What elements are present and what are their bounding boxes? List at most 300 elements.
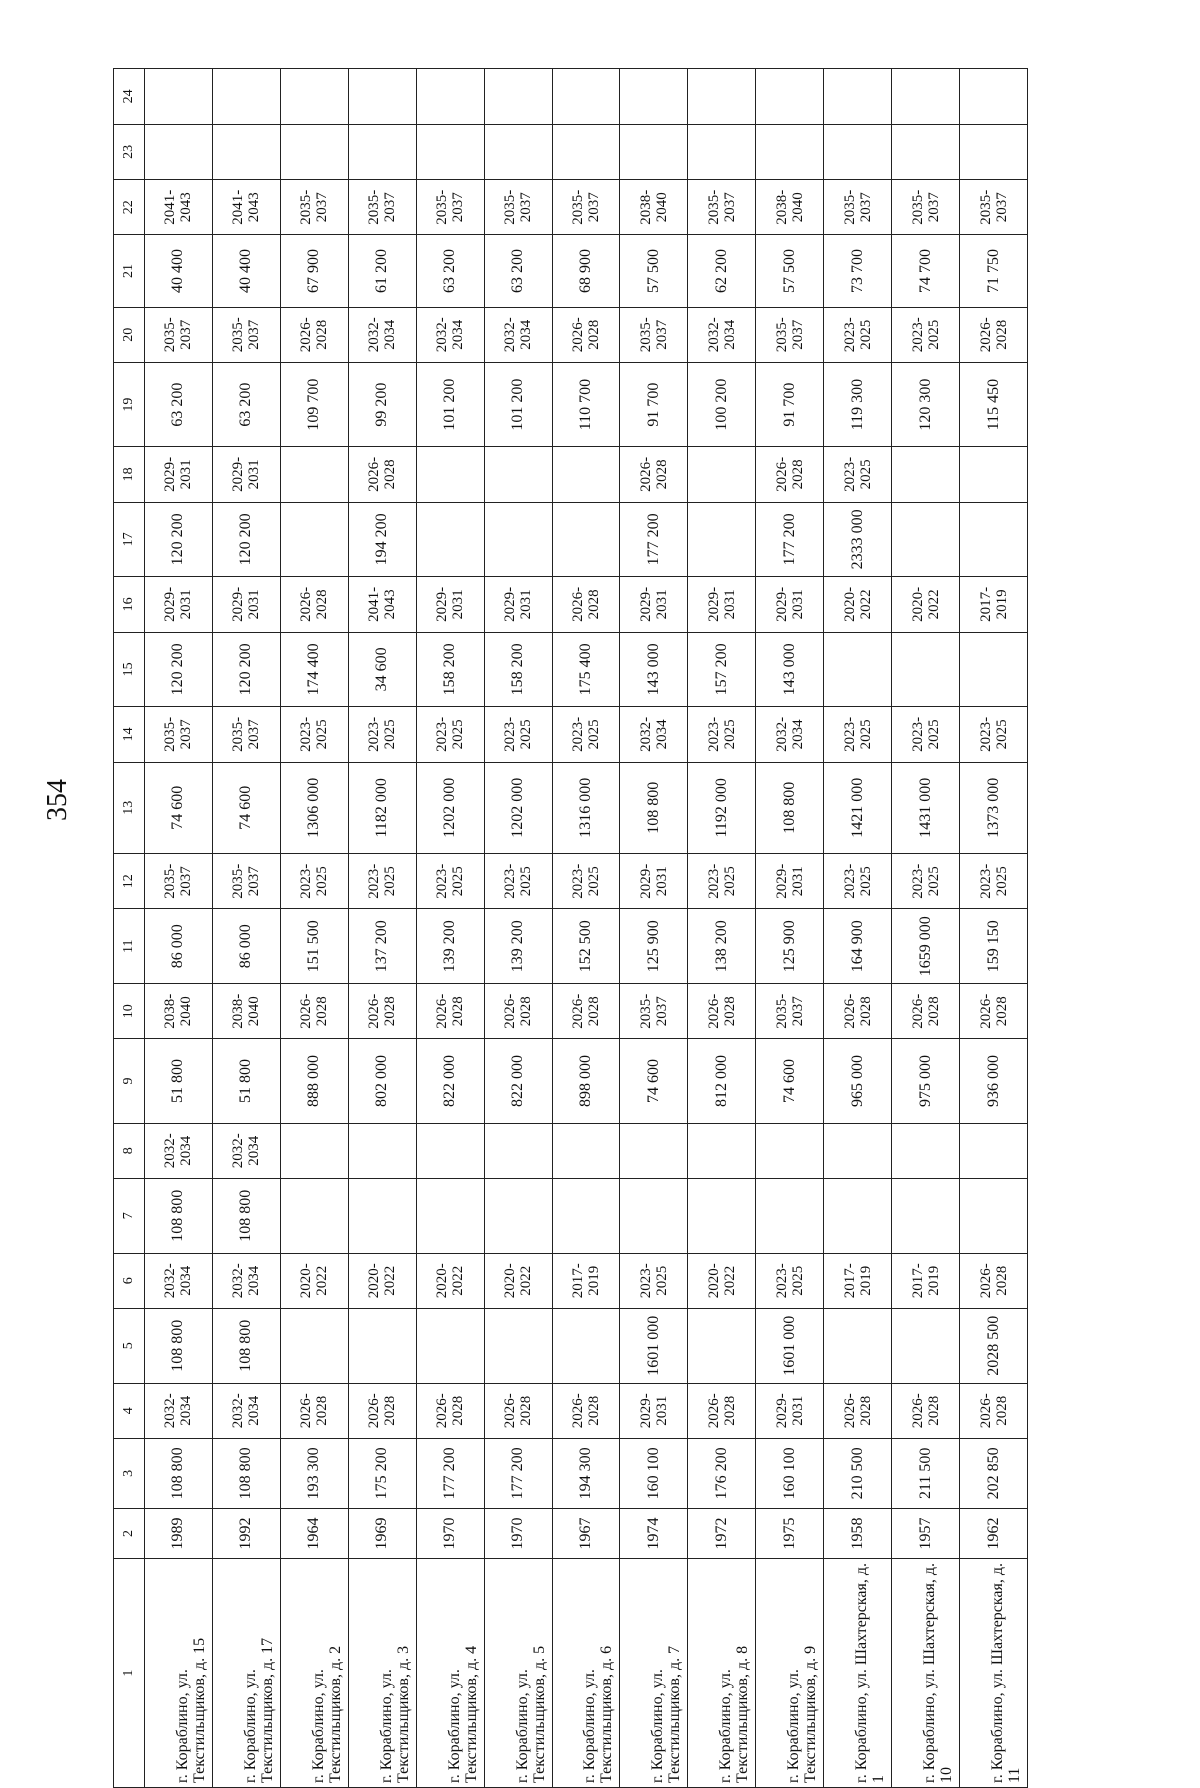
table-cell: 2029- 2031 [756,854,824,909]
table-cell: 2029- 2031 [756,1383,824,1438]
table-cell: 67 900 [280,235,348,307]
table-cell [756,1178,824,1253]
table-cell: 74 700 [892,235,960,307]
table-cell: 2032- 2034 [212,1253,280,1308]
column-header: 1 [114,1559,145,1788]
table-cell: 2023- 2025 [892,307,960,362]
table-cell: 143 000 [756,632,824,707]
table-cell: 1316 000 [552,762,620,853]
table-cell: 2017- 2019 [960,577,1028,632]
table-cell: 63 200 [145,362,213,446]
table-cell: 125 900 [620,909,688,984]
table-cell: 2023- 2025 [892,707,960,762]
table-cell [688,1178,756,1253]
column-header: 9 [114,1039,145,1123]
table-cell [145,69,213,125]
table-cell [484,1178,552,1253]
table-cell: 63 200 [484,235,552,307]
column-header: 3 [114,1438,145,1508]
table-cell: 2038- 2040 [620,180,688,235]
table-cell: 2026- 2028 [960,1253,1028,1308]
table-row [620,69,688,1788]
table-cell [688,502,756,577]
table-cell: 176 200 [688,1438,756,1508]
table-cell: 109 700 [280,362,348,446]
table-cell: 2035- 2037 [484,180,552,235]
column-header: 11 [114,909,145,984]
table-cell: 2023- 2025 [280,707,348,762]
table-cell [824,69,892,125]
table-row [960,69,1028,1788]
table-cell: 2026- 2028 [416,984,484,1039]
column-header: 13 [114,762,145,853]
table-cell [756,124,824,179]
table-cell: 2035- 2037 [145,707,213,762]
table-cell: 975 000 [892,1039,960,1123]
table-row [756,69,824,1788]
table-cell: 2029- 2031 [620,577,688,632]
table-cell: 159 150 [960,909,1028,984]
table-cell: 2026- 2028 [416,1383,484,1438]
table-cell: 2032- 2034 [348,307,416,362]
table-cell: 2035- 2037 [892,180,960,235]
table-cell [280,502,348,577]
table-cell: 2035- 2037 [756,984,824,1039]
table-cell: 120 200 [212,502,280,577]
table-cell: 2032- 2034 [756,707,824,762]
table-cell: 2026- 2028 [892,984,960,1039]
table-cell: 2023- 2025 [416,854,484,909]
table-cell: 812 000 [688,1039,756,1123]
table-cell: 1972 [688,1508,756,1559]
table-cell: 888 000 [280,1039,348,1123]
table-cell: 177 200 [416,1438,484,1508]
table-cell: 2035- 2037 [620,984,688,1039]
table-cell: 2035- 2037 [620,307,688,362]
table-cell [552,1123,620,1178]
table-cell [824,1123,892,1178]
column-header: 22 [114,180,145,235]
table-cell: 139 200 [484,909,552,984]
column-header: 7 [114,1178,145,1253]
table-cell [280,447,348,502]
table-cell [280,69,348,125]
table-cell: 2038- 2040 [756,180,824,235]
table-cell [688,124,756,179]
table-cell: 2017- 2019 [892,1253,960,1308]
table-cell: 91 700 [620,362,688,446]
table-cell: 40 400 [145,235,213,307]
table-cell: 2026- 2028 [484,984,552,1039]
table-cell: 2026- 2028 [688,1383,756,1438]
table-cell: 1373 000 [960,762,1028,853]
table-cell [416,1123,484,1178]
table-cell [756,1123,824,1178]
table-cell: 177 200 [484,1438,552,1508]
table-cell [348,124,416,179]
column-header: 16 [114,577,145,632]
table-cell: 202 850 [960,1438,1028,1508]
column-header: 8 [114,1123,145,1178]
table-cell [280,1123,348,1178]
table-cell: 2023- 2025 [552,854,620,909]
table-row [145,69,213,1788]
table-cell [552,447,620,502]
table-cell: 2023- 2025 [688,707,756,762]
table-cell: 1957 [892,1508,960,1559]
table-cell [212,69,280,125]
table-cell: 822 000 [416,1039,484,1123]
table-cell: 2023- 2025 [280,854,348,909]
table-cell [688,447,756,502]
table-cell: 152 500 [552,909,620,984]
table-cell: 1975 [756,1508,824,1559]
column-header: 21 [114,235,145,307]
table-cell [552,69,620,125]
address-cell: г. Кораблино, ул. Текстильщиков, д. 5 [484,1559,552,1788]
table-cell [552,502,620,577]
table-cell: 1431 000 [892,762,960,853]
table-cell [416,447,484,502]
table-cell: 2026- 2028 [280,1383,348,1438]
table-cell [892,69,960,125]
table-cell: 119 300 [824,362,892,446]
table-cell: 2020- 2022 [688,1253,756,1308]
table-cell: 194 300 [552,1438,620,1508]
table-cell: 108 800 [212,1438,280,1508]
table-cell: 2026- 2028 [280,577,348,632]
table-cell: 2035- 2037 [960,180,1028,235]
table-cell: 68 900 [552,235,620,307]
table-cell: 63 200 [212,362,280,446]
table-cell: 2023- 2025 [348,854,416,909]
table-cell: 2023- 2025 [416,707,484,762]
column-header: 10 [114,984,145,1039]
column-header: 23 [114,124,145,179]
table-cell: 2041- 2043 [145,180,213,235]
address-cell: г. Кораблино, ул. Текстильщиков, д. 4 [416,1559,484,1788]
table-cell: 2029- 2031 [145,577,213,632]
table-cell: 2023- 2025 [824,307,892,362]
table-cell: 115 450 [960,362,1028,446]
table-cell [892,124,960,179]
table-cell: 99 200 [348,362,416,446]
table-cell: 2035- 2037 [348,180,416,235]
table-cell: 2026- 2028 [620,447,688,502]
table-cell: 2023- 2025 [688,854,756,909]
table-cell: 2023- 2025 [824,707,892,762]
table-cell: 2035- 2037 [688,180,756,235]
repair-schedule-table [113,68,1028,1788]
table-cell: 2029- 2031 [212,577,280,632]
table-cell: 160 100 [620,1438,688,1508]
table-cell [960,124,1028,179]
table-cell: 139 200 [416,909,484,984]
table-cell [824,1308,892,1383]
table-cell: 2020- 2022 [416,1253,484,1308]
table-cell [620,1178,688,1253]
table-cell [960,1123,1028,1178]
address-cell: г. Кораблино, ул. Текстильщиков, д. 2 [280,1559,348,1788]
table-cell [756,69,824,125]
table-cell: 2023- 2025 [348,707,416,762]
table-cell: 1970 [416,1508,484,1559]
table-cell: 2026- 2028 [552,984,620,1039]
table-cell: 177 200 [756,502,824,577]
table-cell: 2035- 2037 [212,854,280,909]
table-cell: 1182 000 [348,762,416,853]
table-cell [960,69,1028,125]
table-cell: 2017- 2019 [824,1253,892,1308]
column-header: 14 [114,707,145,762]
table-cell: 1989 [145,1508,213,1559]
table-row [348,69,416,1788]
table-cell: 211 500 [892,1438,960,1508]
table-cell: 1964 [280,1508,348,1559]
column-header: 19 [114,362,145,446]
table-cell: 74 600 [620,1039,688,1123]
table-cell [484,124,552,179]
table-cell [280,1178,348,1253]
table-row [552,69,620,1788]
table-row [416,69,484,1788]
table-cell [552,1178,620,1253]
table-cell [212,124,280,179]
table-cell: 86 000 [145,909,213,984]
table-cell: 91 700 [756,362,824,446]
table-cell: 1601 000 [756,1308,824,1383]
table-cell: 2026- 2028 [960,984,1028,1039]
column-header: 24 [114,69,145,125]
table-cell: 1421 000 [824,762,892,853]
table-cell: 1202 000 [484,762,552,853]
table-cell: 164 900 [824,909,892,984]
column-header: 18 [114,447,145,502]
table-cell: 2020- 2022 [484,1253,552,1308]
table-cell: 2026- 2028 [552,307,620,362]
table-cell: 2029- 2031 [145,447,213,502]
table-cell: 1202 000 [416,762,484,853]
table-cell: 2026- 2028 [824,984,892,1039]
table-cell: 101 200 [484,362,552,446]
table-cell: 157 200 [688,632,756,707]
table-cell: 120 200 [145,632,213,707]
table-cell [484,502,552,577]
table-cell: 2029- 2031 [688,577,756,632]
table-cell: 137 200 [348,909,416,984]
table-cell: 2026- 2028 [552,1383,620,1438]
table-cell: 108 800 [756,762,824,853]
table-cell [688,1308,756,1383]
table-cell [145,124,213,179]
table-cell: 62 200 [688,235,756,307]
table-cell: 2038- 2040 [145,984,213,1039]
table-cell: 2029- 2031 [620,854,688,909]
table-row [212,69,280,1788]
address-cell: г. Кораблино, ул. Текстильщиков, д. 6 [552,1559,620,1788]
table-cell [960,447,1028,502]
rotated-table-container [113,68,1028,1788]
table-cell: 86 000 [212,909,280,984]
table-cell [484,1123,552,1178]
table-cell: 174 400 [280,632,348,707]
table-cell: 177 200 [620,502,688,577]
table-cell: 822 000 [484,1039,552,1123]
table-cell: 1306 000 [280,762,348,853]
table-cell: 2032- 2034 [212,1383,280,1438]
table-cell: 2026- 2028 [280,307,348,362]
table-cell: 2035- 2037 [280,180,348,235]
table-cell: 1958 [824,1508,892,1559]
table-cell: 73 700 [824,235,892,307]
table-cell [348,1178,416,1253]
table-cell: 74 600 [756,1039,824,1123]
table-cell: 51 800 [145,1039,213,1123]
column-header: 2 [114,1508,145,1559]
table-cell: 2032- 2034 [145,1383,213,1438]
table-cell: 63 200 [416,235,484,307]
table-cell: 2020- 2022 [824,577,892,632]
table-cell: 2029- 2031 [484,577,552,632]
table-cell: 2032- 2034 [484,307,552,362]
table-cell [348,1308,416,1383]
address-cell: г. Кораблино, ул. Текстильщиков, д. 9 [756,1559,824,1788]
table-cell [892,632,960,707]
table-cell: 2023- 2025 [484,854,552,909]
table-cell: 175 400 [552,632,620,707]
table-cell: 2026- 2028 [348,984,416,1039]
table-cell [484,1308,552,1383]
table-cell: 2035- 2037 [145,854,213,909]
table-cell [824,632,892,707]
table-cell: 2023- 2025 [620,1253,688,1308]
table-cell: 1962 [960,1508,1028,1559]
table-cell: 2026- 2028 [484,1383,552,1438]
table-cell [688,69,756,125]
table-cell: 34 600 [348,632,416,707]
table-row [484,69,552,1788]
table-cell: 193 300 [280,1438,348,1508]
table-cell [620,1123,688,1178]
table-cell [348,69,416,125]
address-cell: г. Кораблино, ул. Шахтерская, д. 1 [824,1559,892,1788]
table-row [280,69,348,1788]
table-cell: 210 500 [824,1438,892,1508]
table-cell: 2032- 2034 [212,1123,280,1178]
table-cell: 2026- 2028 [960,307,1028,362]
address-cell: г. Кораблино, ул. Текстильщиков, д. 17 [212,1559,280,1788]
table-cell: 2026- 2028 [688,984,756,1039]
table-cell: 2026- 2028 [960,1383,1028,1438]
table-cell [484,69,552,125]
table-cell: 2035- 2037 [145,307,213,362]
table-cell: 965 000 [824,1039,892,1123]
table-cell: 2032- 2034 [145,1123,213,1178]
table-cell: 108 800 [145,1308,213,1383]
table-cell: 1967 [552,1508,620,1559]
table-cell: 74 600 [145,762,213,853]
table-cell: 2026- 2028 [348,1383,416,1438]
table-cell: 138 200 [688,909,756,984]
table-cell: 2026- 2028 [348,447,416,502]
column-header: 4 [114,1383,145,1438]
column-header: 15 [114,632,145,707]
table-cell: 936 000 [960,1039,1028,1123]
column-header: 5 [114,1308,145,1383]
table-cell: 71 750 [960,235,1028,307]
table-cell: 2035- 2037 [824,180,892,235]
table-cell [824,124,892,179]
table-cell: 108 800 [212,1178,280,1253]
address-cell: г. Кораблино, ул. Шахтерская, д. 10 [892,1559,960,1788]
table-cell: 100 200 [688,362,756,446]
table-cell: 2023- 2025 [824,447,892,502]
table-cell: 2032- 2034 [416,307,484,362]
table-cell [484,447,552,502]
table-cell: 51 800 [212,1039,280,1123]
table-cell [620,124,688,179]
table-cell: 2038- 2040 [212,984,280,1039]
table-cell: 2333 000 [824,502,892,577]
table-cell: 2029- 2031 [620,1383,688,1438]
table-cell [892,502,960,577]
table-cell: 2026- 2028 [756,447,824,502]
table-cell: 2023- 2025 [960,707,1028,762]
table-cell [416,1308,484,1383]
table-cell: 143 000 [620,632,688,707]
table-cell: 1970 [484,1508,552,1559]
table-cell: 802 000 [348,1039,416,1123]
table-cell [892,1308,960,1383]
table-cell: 1992 [212,1508,280,1559]
table-cell: 2023- 2025 [960,854,1028,909]
address-cell: г. Кораблино, ул. Шахтерская, д. 11 [960,1559,1028,1788]
table-cell [960,502,1028,577]
table-cell: 2032- 2034 [620,707,688,762]
table-cell: 2035- 2037 [756,307,824,362]
table-cell: 160 100 [756,1438,824,1508]
table-cell [824,1178,892,1253]
address-cell: г. Кораблино, ул. Текстильщиков, д. 15 [145,1559,213,1788]
table-row [892,69,960,1788]
table-cell [552,1308,620,1383]
table-cell: 2026- 2028 [280,984,348,1039]
column-header: 17 [114,502,145,577]
table-cell: 2023- 2025 [484,707,552,762]
table-cell [960,632,1028,707]
table-cell: 40 400 [212,235,280,307]
address-cell: г. Кораблино, ул. Текстильщиков, д. 8 [688,1559,756,1788]
table-cell: 158 200 [416,632,484,707]
table-cell [960,1178,1028,1253]
table-cell: 108 800 [620,762,688,853]
table-cell: 61 200 [348,235,416,307]
table-cell: 2029- 2031 [416,577,484,632]
table-cell: 120 200 [145,502,213,577]
table-cell: 2023- 2025 [756,1253,824,1308]
table-cell: 2026- 2028 [552,577,620,632]
page-number: 354 [42,779,73,821]
table-cell: 1192 000 [688,762,756,853]
table-cell: 2028 500 [960,1308,1028,1383]
table-cell: 2017- 2019 [552,1253,620,1308]
table-cell: 2041- 2043 [212,180,280,235]
table-cell: 2035- 2037 [552,180,620,235]
table-cell: 120 300 [892,362,960,446]
table-cell: 194 200 [348,502,416,577]
table-row [824,69,892,1788]
table-cell [280,124,348,179]
